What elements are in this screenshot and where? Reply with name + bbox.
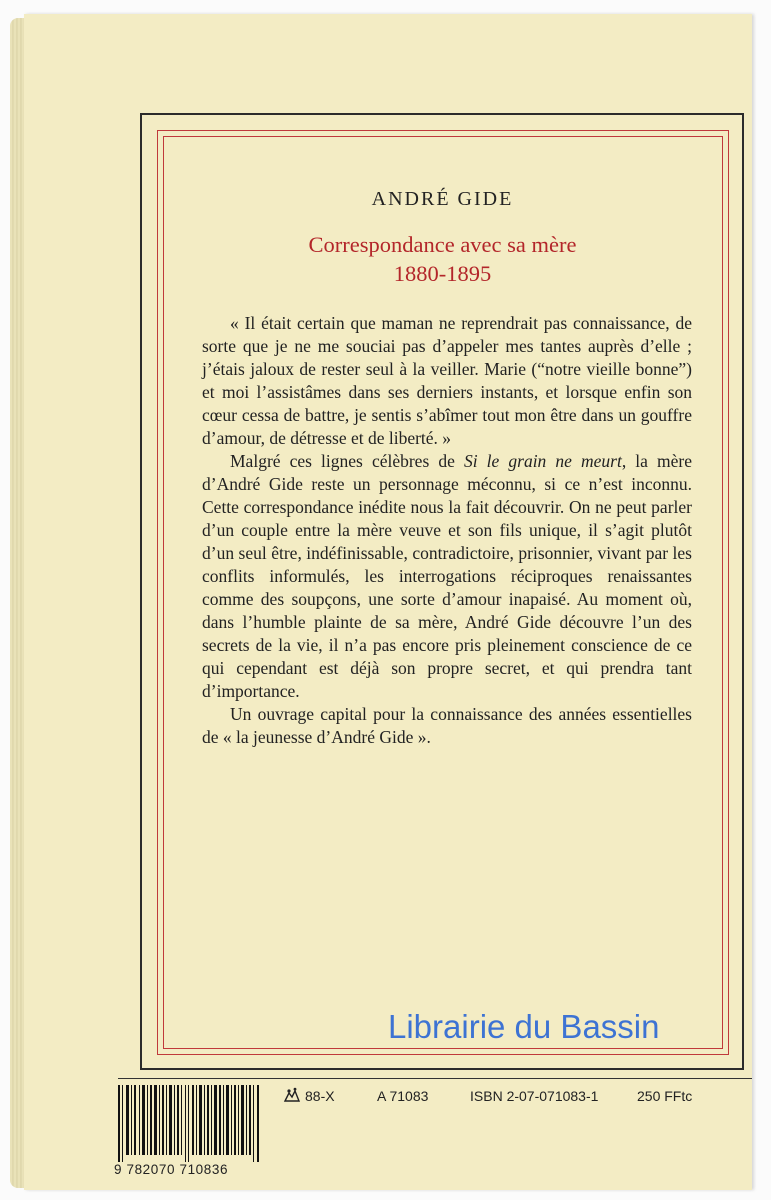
publisher-code: 88-X	[305, 1088, 335, 1104]
isbn-number: ISBN 2-07-071083-1	[470, 1088, 599, 1104]
barcode-icon	[118, 1085, 264, 1162]
conclusion-paragraph: Un ouvrage capital pour la connaissance des années essentielles de « la jeunesse d’André Gide ».	[202, 704, 692, 747]
description-paragraph	[202, 450, 692, 703]
barcode-number: 9 782070 710836	[114, 1162, 229, 1177]
footer-divider	[118, 1078, 752, 1079]
price: 250 FFtc	[637, 1088, 693, 1104]
blurb	[202, 312, 692, 749]
catalog-number: A 71083	[377, 1088, 429, 1104]
book-title	[160, 230, 725, 288]
book-reference: Si le grain ne meurt	[463, 451, 622, 471]
description-lead: Malgré ces lignes célèbres de	[230, 451, 455, 471]
publisher-logo-icon	[283, 1087, 301, 1104]
title-line-2: 1880-1895	[393, 261, 492, 286]
quote-paragraph: « Il était certain que maman ne reprendrait pas connaissance, de sorte que je ne me souciai pas d’appeler mes tantes auprès d’elle ; j’étais jaloux de rester seul à la veiller. Marie (“notre vieille bonne”) et moi l’assistâmes dans ses derniers instants, et lorsque enfin son cœur cessa de battre, je sentis s’abîmer tout mon être dans un gouffre d’amour, de détresse et de liberté. »	[202, 313, 692, 448]
title-line-1: Correspondance avec sa mère	[308, 232, 577, 257]
bookseller-watermark: Librairie du Bassin	[388, 1008, 660, 1045]
description-body: , la mère d’André Gide reste un personnage méconnu, si ce n’est inconnu. Cette correspondance inédite nous la fait découvrir. On ne peut parler d’un couple entre la mère veuve et son fils unique, il s’agit plutôt d’un seul être, indéfinissable, contradictoire, prisonnier, vivant par les conflits informulés, les interrogations réciproques renaissantes comme des soupçons, une sorte d’amour inapaisé. Au moment où, dans l’humble plainte de sa mère, André Gide découvre l’un des secrets de la vie, il n’a pas encore pris pleinement conscience de ce qui cependant est déjà son propre secret, et qui prendra tant d’importance.	[202, 451, 692, 701]
author-name: ANDRÉ GIDE	[371, 188, 514, 210]
